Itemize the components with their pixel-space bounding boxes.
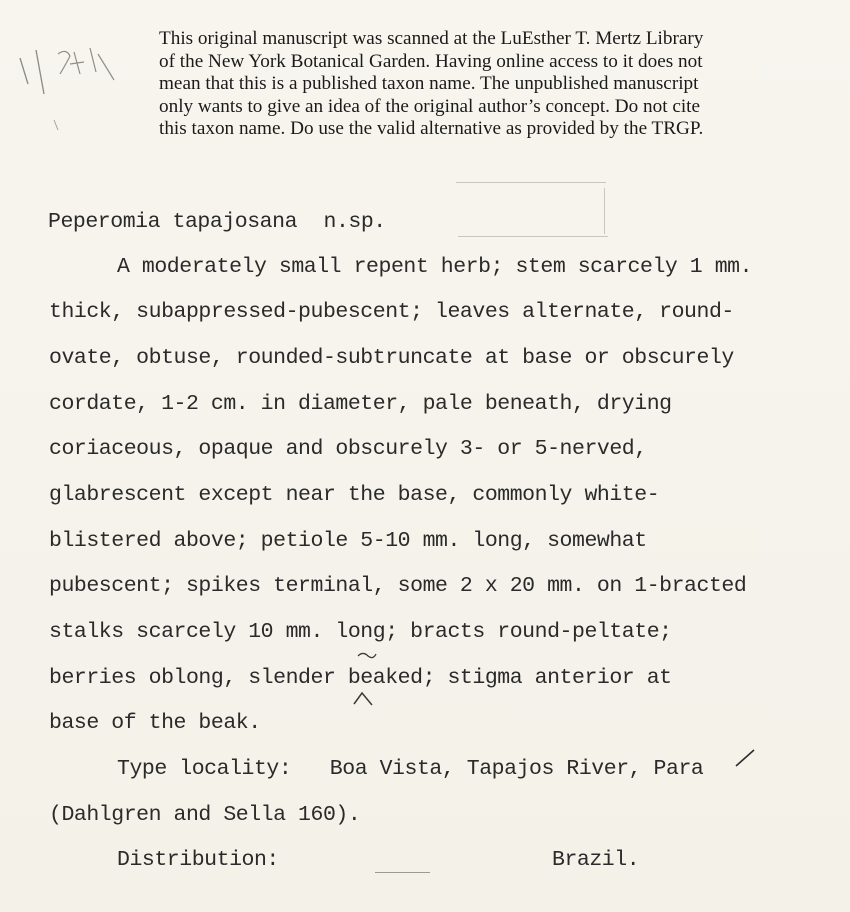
scan-artifact-line	[604, 188, 605, 234]
handwritten-tilde-mark	[356, 650, 378, 660]
species-name: Peperomia tapajosana	[48, 210, 298, 234]
description-line: pubescent; spikes terminal, some 2 x 20 mm. on 1-bracted	[49, 574, 747, 598]
description-line: blistered above; petiole 5-10 mm. long, somewhat	[49, 529, 647, 553]
description-line: ovate, obtuse, rounded-subtruncate at base or obscurely	[49, 346, 734, 370]
notice-line: mean that this is a published taxon name. The unpublished manuscript	[159, 73, 699, 95]
description-line: base of the beak.	[49, 711, 261, 735]
handwritten-caret-mark	[352, 690, 376, 708]
type-locality	[117, 757, 703, 781]
pencil-margin-annotation	[14, 44, 124, 134]
notice-line: This original manuscript was scanned at the LuEsther T. Mertz Library	[159, 28, 704, 49]
collector-citation: (Dahlgren and Sella 160).	[49, 803, 361, 827]
accent-mark	[734, 748, 756, 768]
species-title	[48, 210, 386, 234]
pencil-underline	[375, 872, 430, 873]
scan-artifact-line	[456, 182, 606, 183]
library-notice	[159, 28, 799, 141]
description-line: A moderately small repent herb; stem scarcely 1 mm.	[117, 255, 753, 279]
distribution-label: Distribution:	[117, 848, 279, 872]
description-line: stalks scarcely 10 mm. long; bracts round-peltate;	[49, 620, 672, 644]
notice-line: this taxon name. Do use the valid alternative as provided by the TRGP.	[159, 118, 704, 140]
new-species-abbrev: n.sp.	[323, 210, 386, 234]
type-locality-label: Type locality:	[117, 757, 292, 781]
type-locality-value: Boa Vista, Tapajos River, Para	[329, 757, 704, 781]
notice-line: only wants to give an idea of the original author’s concept. Do not cite	[159, 95, 701, 117]
notice-line: of the New York Botanical Garden. Having online access to it does not	[159, 50, 703, 72]
description-line: coriaceous, opaque and obscurely 3- or 5-nerved,	[49, 437, 647, 461]
description-line: berries oblong, slender beaked; stigma anterior at	[49, 666, 672, 690]
scan-artifact-line	[458, 236, 608, 237]
description-line: thick, subappressed-pubescent; leaves alternate, round-	[49, 300, 734, 324]
distribution-value: Brazil.	[552, 848, 640, 872]
description-line: cordate, 1-2 cm. in diameter, pale beneath, drying	[49, 392, 672, 416]
description-line: glabrescent except near the base, commonly white-	[49, 483, 660, 507]
